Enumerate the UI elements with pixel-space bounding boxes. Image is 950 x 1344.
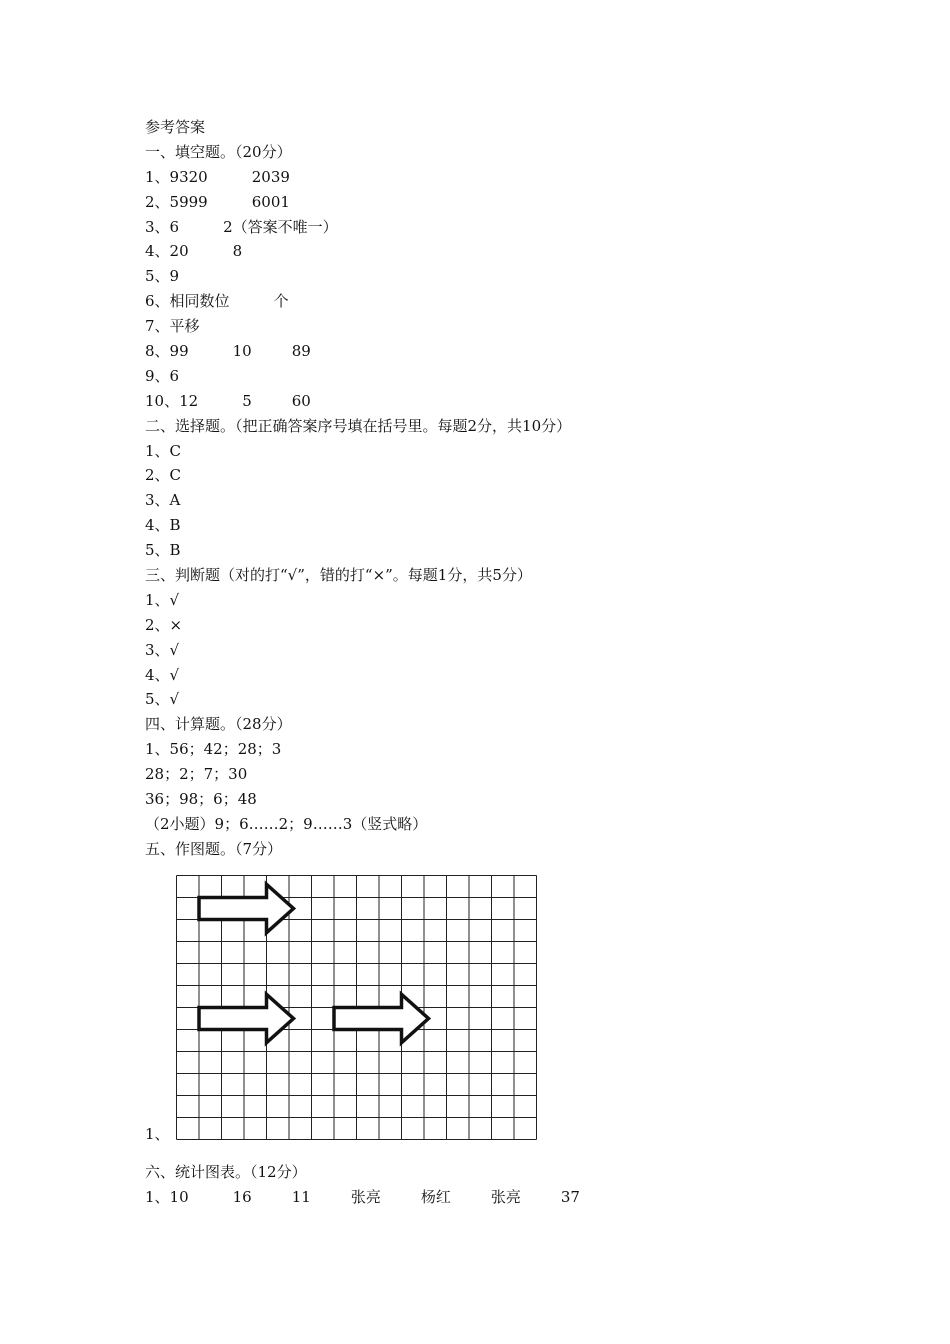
item-number: 6、 <box>145 292 170 311</box>
item-number: 1、 <box>145 167 170 186</box>
item-number: 9、 <box>145 366 170 385</box>
answer-value: C <box>169 466 182 485</box>
item-number: 1、 <box>145 441 170 460</box>
item-number: 2、 <box>145 615 170 634</box>
arrow-shape <box>199 994 294 1042</box>
answer-value: 5999 <box>169 192 208 211</box>
answer-value: （2小题）9；6……2；9……3（竖式略） <box>145 814 428 833</box>
answer-line <box>145 389 845 414</box>
answer-value: 60 <box>291 391 311 410</box>
item-number: 1、 <box>145 1187 170 1206</box>
answer-line <box>145 339 845 364</box>
answer-value: 56；42；28；3 <box>169 740 282 759</box>
answer-value: 个 <box>273 292 289 311</box>
answer-line <box>145 488 845 513</box>
item-number: 5、 <box>145 541 170 560</box>
answer-value: 平移 <box>169 317 200 336</box>
answer-line <box>145 787 845 812</box>
answer-value: 2（答案不唯一） <box>223 217 338 236</box>
answer-line <box>145 663 845 688</box>
answer-text <box>145 115 845 862</box>
answer-value: × <box>169 615 183 634</box>
answer-value: √ <box>169 590 180 609</box>
item-number: 5、 <box>145 690 170 709</box>
answer-value: 89 <box>291 342 311 361</box>
item-number: 2、 <box>145 192 170 211</box>
item-number: 10、 <box>145 391 180 410</box>
answer-line <box>145 538 845 563</box>
item-number: 8、 <box>145 342 170 361</box>
section-heading: 五、作图题。（7分） <box>145 839 283 858</box>
answer-value: 16 <box>232 1187 252 1206</box>
item-number: 3、 <box>145 640 170 659</box>
answer-value: C <box>169 441 182 460</box>
item-number: 2、 <box>145 466 170 485</box>
answer-line <box>145 215 845 240</box>
answer-value: 36；98；6；48 <box>145 790 257 809</box>
answer-line <box>145 737 845 762</box>
item-number: 4、 <box>145 242 170 261</box>
item-number: 3、 <box>145 491 170 510</box>
answer-value: 9 <box>169 267 180 286</box>
drawing-area <box>145 874 565 1143</box>
answer-value: 杨红 <box>420 1187 451 1206</box>
answer-line <box>145 364 845 389</box>
item-number: 4、 <box>145 516 170 535</box>
item-number: 4、 <box>145 665 170 684</box>
answer-line <box>145 165 845 190</box>
answer-line <box>145 264 845 289</box>
answer-value: 37 <box>560 1187 580 1206</box>
answer-line <box>145 239 845 264</box>
answer-value: 8 <box>232 242 243 261</box>
answer-value: 10 <box>169 1187 189 1206</box>
answer-line <box>145 762 845 787</box>
answer-value: 5 <box>242 391 252 410</box>
arrow-shape <box>199 884 294 932</box>
arrow-grid-figure <box>175 874 539 1140</box>
answer-line <box>145 812 845 837</box>
answer-value: √ <box>169 665 180 684</box>
section-heading: 四、计算题。（28分） <box>145 715 292 734</box>
answer-line <box>145 463 845 488</box>
section-heading: 六、统计图表。（12分） <box>145 1163 307 1181</box>
answer-line <box>145 439 845 464</box>
section-heading: 二、选择题。（把正确答案序号填在括号里。每题2分，共10分） <box>145 416 572 435</box>
answer-value: √ <box>169 690 180 709</box>
page-title: 参考答案 <box>145 118 206 136</box>
stats-section <box>145 1160 580 1210</box>
answer-line <box>145 588 845 613</box>
arrow-shape <box>334 994 429 1042</box>
answer-line <box>145 289 845 314</box>
answer-line <box>145 613 845 638</box>
answer-value: 张亮 <box>490 1187 521 1206</box>
answer-value: 6 <box>169 217 180 236</box>
section-heading: 三、判断题（对的打“√”，错的打“×”。每题1分，共5分） <box>145 566 532 585</box>
answer-line <box>145 190 845 215</box>
answer-value: 9320 <box>169 167 208 186</box>
answer-value: 2039 <box>251 167 290 186</box>
answer-value: B <box>169 516 181 535</box>
drawing-label: 1、 <box>145 1125 170 1143</box>
answer-value: 12 <box>179 391 199 410</box>
answer-value: 99 <box>169 342 189 361</box>
item-number: 7、 <box>145 317 170 336</box>
item-number: 3、 <box>145 217 170 236</box>
section-heading: 一、填空题。（20分） <box>145 142 292 161</box>
answer-line <box>145 314 845 339</box>
answer-value: B <box>169 541 181 560</box>
answer-line <box>145 513 845 538</box>
item-number: 1、 <box>145 590 170 609</box>
answer-value: 20 <box>169 242 189 261</box>
answer-value: 28；2；7；30 <box>145 765 248 784</box>
answer-value: 相同数位 <box>169 292 230 311</box>
answer-line <box>145 1185 580 1210</box>
answer-value: 张亮 <box>350 1187 381 1206</box>
answer-value: A <box>169 491 181 510</box>
answer-line <box>145 687 845 712</box>
answer-value: √ <box>169 640 180 659</box>
answer-line <box>145 638 845 663</box>
answer-value: 6001 <box>251 192 290 211</box>
item-number: 5、 <box>145 267 170 286</box>
answer-value: 6 <box>169 366 180 385</box>
answer-value: 11 <box>291 1187 311 1206</box>
answer-value: 10 <box>232 342 252 361</box>
item-number: 1、 <box>145 740 170 759</box>
